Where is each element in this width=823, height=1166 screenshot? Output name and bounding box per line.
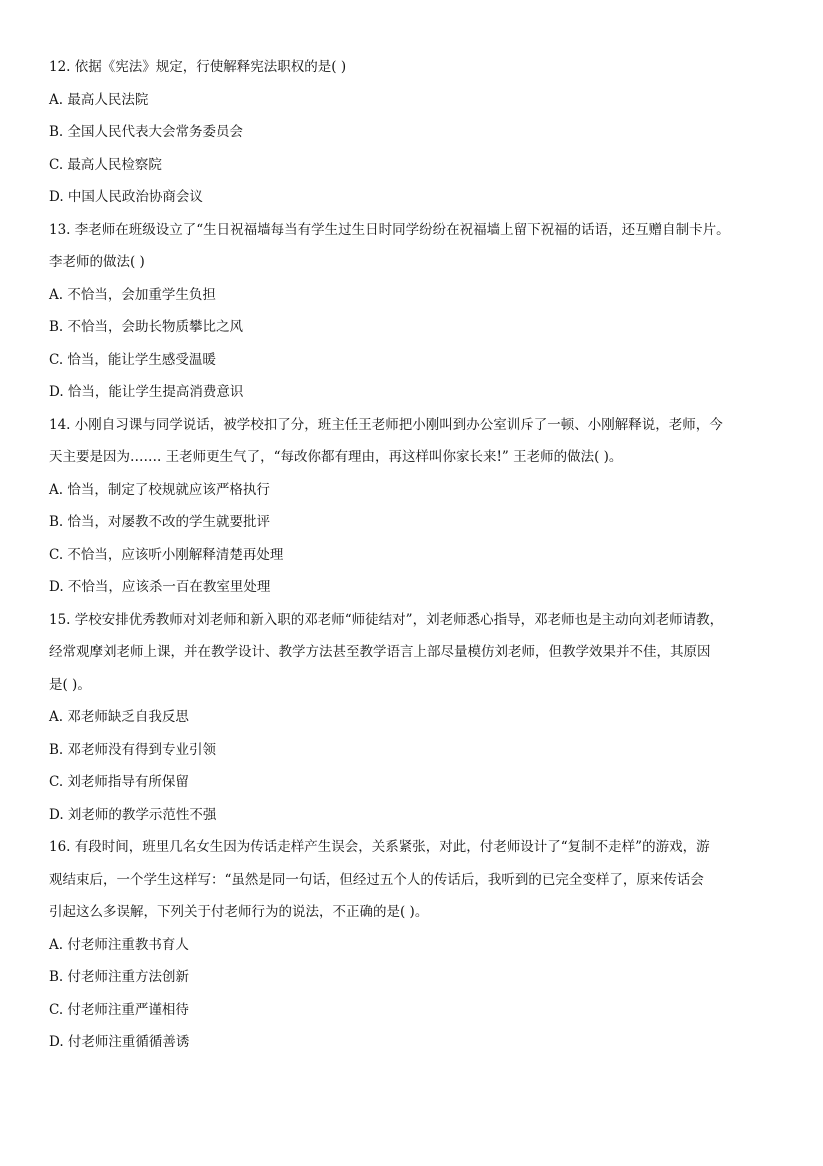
question-16-option-c: C. 付老师注重严谨相待 (49, 1002, 189, 1018)
question-16-stem-line-2: 观结束后，一个学生这样写：“虽然是同一句话，但经过五个人的传话后，我听到的已完全变样了，原来传话会 (49, 872, 704, 888)
question-13-option-a: A. 不恰当，会加重学生负担 (49, 287, 216, 303)
question-14-option-a: A. 恰当，制定了校规就应该严格执行 (49, 482, 270, 498)
question-15-option-a: A. 邓老师缺乏自我反思 (49, 709, 189, 725)
question-13-option-b: B. 不恰当，会助长物质攀比之风 (49, 319, 244, 335)
question-13-option-d: D. 恰当，能让学生提高消费意识 (49, 384, 244, 400)
question-13-stem-line-1: 13. 李老师在班级设立了“生日祝福墙每当有学生过生日时同学纷纷在祝福墙上留下祝福的话语，还互赠自制卡片。 (49, 222, 730, 238)
question-12-option-a: A. 最高人民法院 (49, 92, 149, 108)
question-16-option-b: B. 付老师注重方法创新 (49, 969, 190, 985)
question-15-option-c: C. 刘老师指导有所保留 (49, 774, 189, 790)
question-14-option-d: D. 不恰当，应该杀一百在教室里处理 (49, 579, 271, 595)
question-14-stem-line-1: 14. 小刚自习课与同学说话，被学校扣了分，班主任王老师把小刚叫到办公室训斥了一顿、小刚解释说，老师，今 (49, 417, 723, 433)
question-12-option-d: D. 中国人民政治协商会议 (49, 189, 203, 205)
question-15-stem-line-2: 经常观摩刘老师上课，并在教学设计、教学方法甚至教学语言上部尽量模仿刘老师，但教学效果并不佳，其原因 (49, 644, 711, 660)
question-16-stem-line-1: 16. 有段时间，班里几名女生因为传话走样产生误会，关系紧张，对此，付老师设计了“复制不走样”的游戏，游 (49, 839, 710, 855)
question-12-option-b: B. 全国人民代表大会常务委员会 (49, 124, 244, 140)
question-15-option-b: B. 邓老师没有得到专业引领 (49, 742, 217, 758)
question-14-option-b: B. 恰当，对屡教不改的学生就要批评 (49, 514, 271, 530)
question-12-option-c: C. 最高人民检察院 (49, 157, 162, 173)
question-14-option-c: C. 不恰当，应该听小刚解释清楚再处理 (49, 547, 284, 563)
question-16-option-a: A. 付老师注重教书育人 (49, 937, 189, 953)
question-14-stem-line-2: 天主要是因为……. 王老师更生气了，“每改你都有理由，再这样叫你家长来!” 王老师的做法( )。 (49, 449, 623, 465)
question-16-option-d: D. 付老师注重循循善诱 (49, 1034, 190, 1050)
question-16-stem-line-3: 引起这么多误解，下列关于付老师行为的说法，不正确的是( )。 (49, 904, 429, 920)
question-15-stem-line-3: 是( )。 (49, 677, 91, 693)
question-13-stem-line-2: 李老师的做法( ) (49, 254, 145, 270)
question-15-stem-line-1: 15. 学校安排优秀教师对刘老师和新入职的邓老师“师徒结对”，刘老师悉心指导，邓老师也是主动向刘老师请教， (49, 612, 724, 628)
question-13-option-c: C. 恰当，能让学生感受温暖 (49, 352, 216, 368)
question-15-option-d: D. 刘老师的教学示范性不强 (49, 807, 217, 823)
question-12-stem: 12. 依据《宪法》规定，行使解释宪法职权的是( ) (49, 59, 347, 75)
